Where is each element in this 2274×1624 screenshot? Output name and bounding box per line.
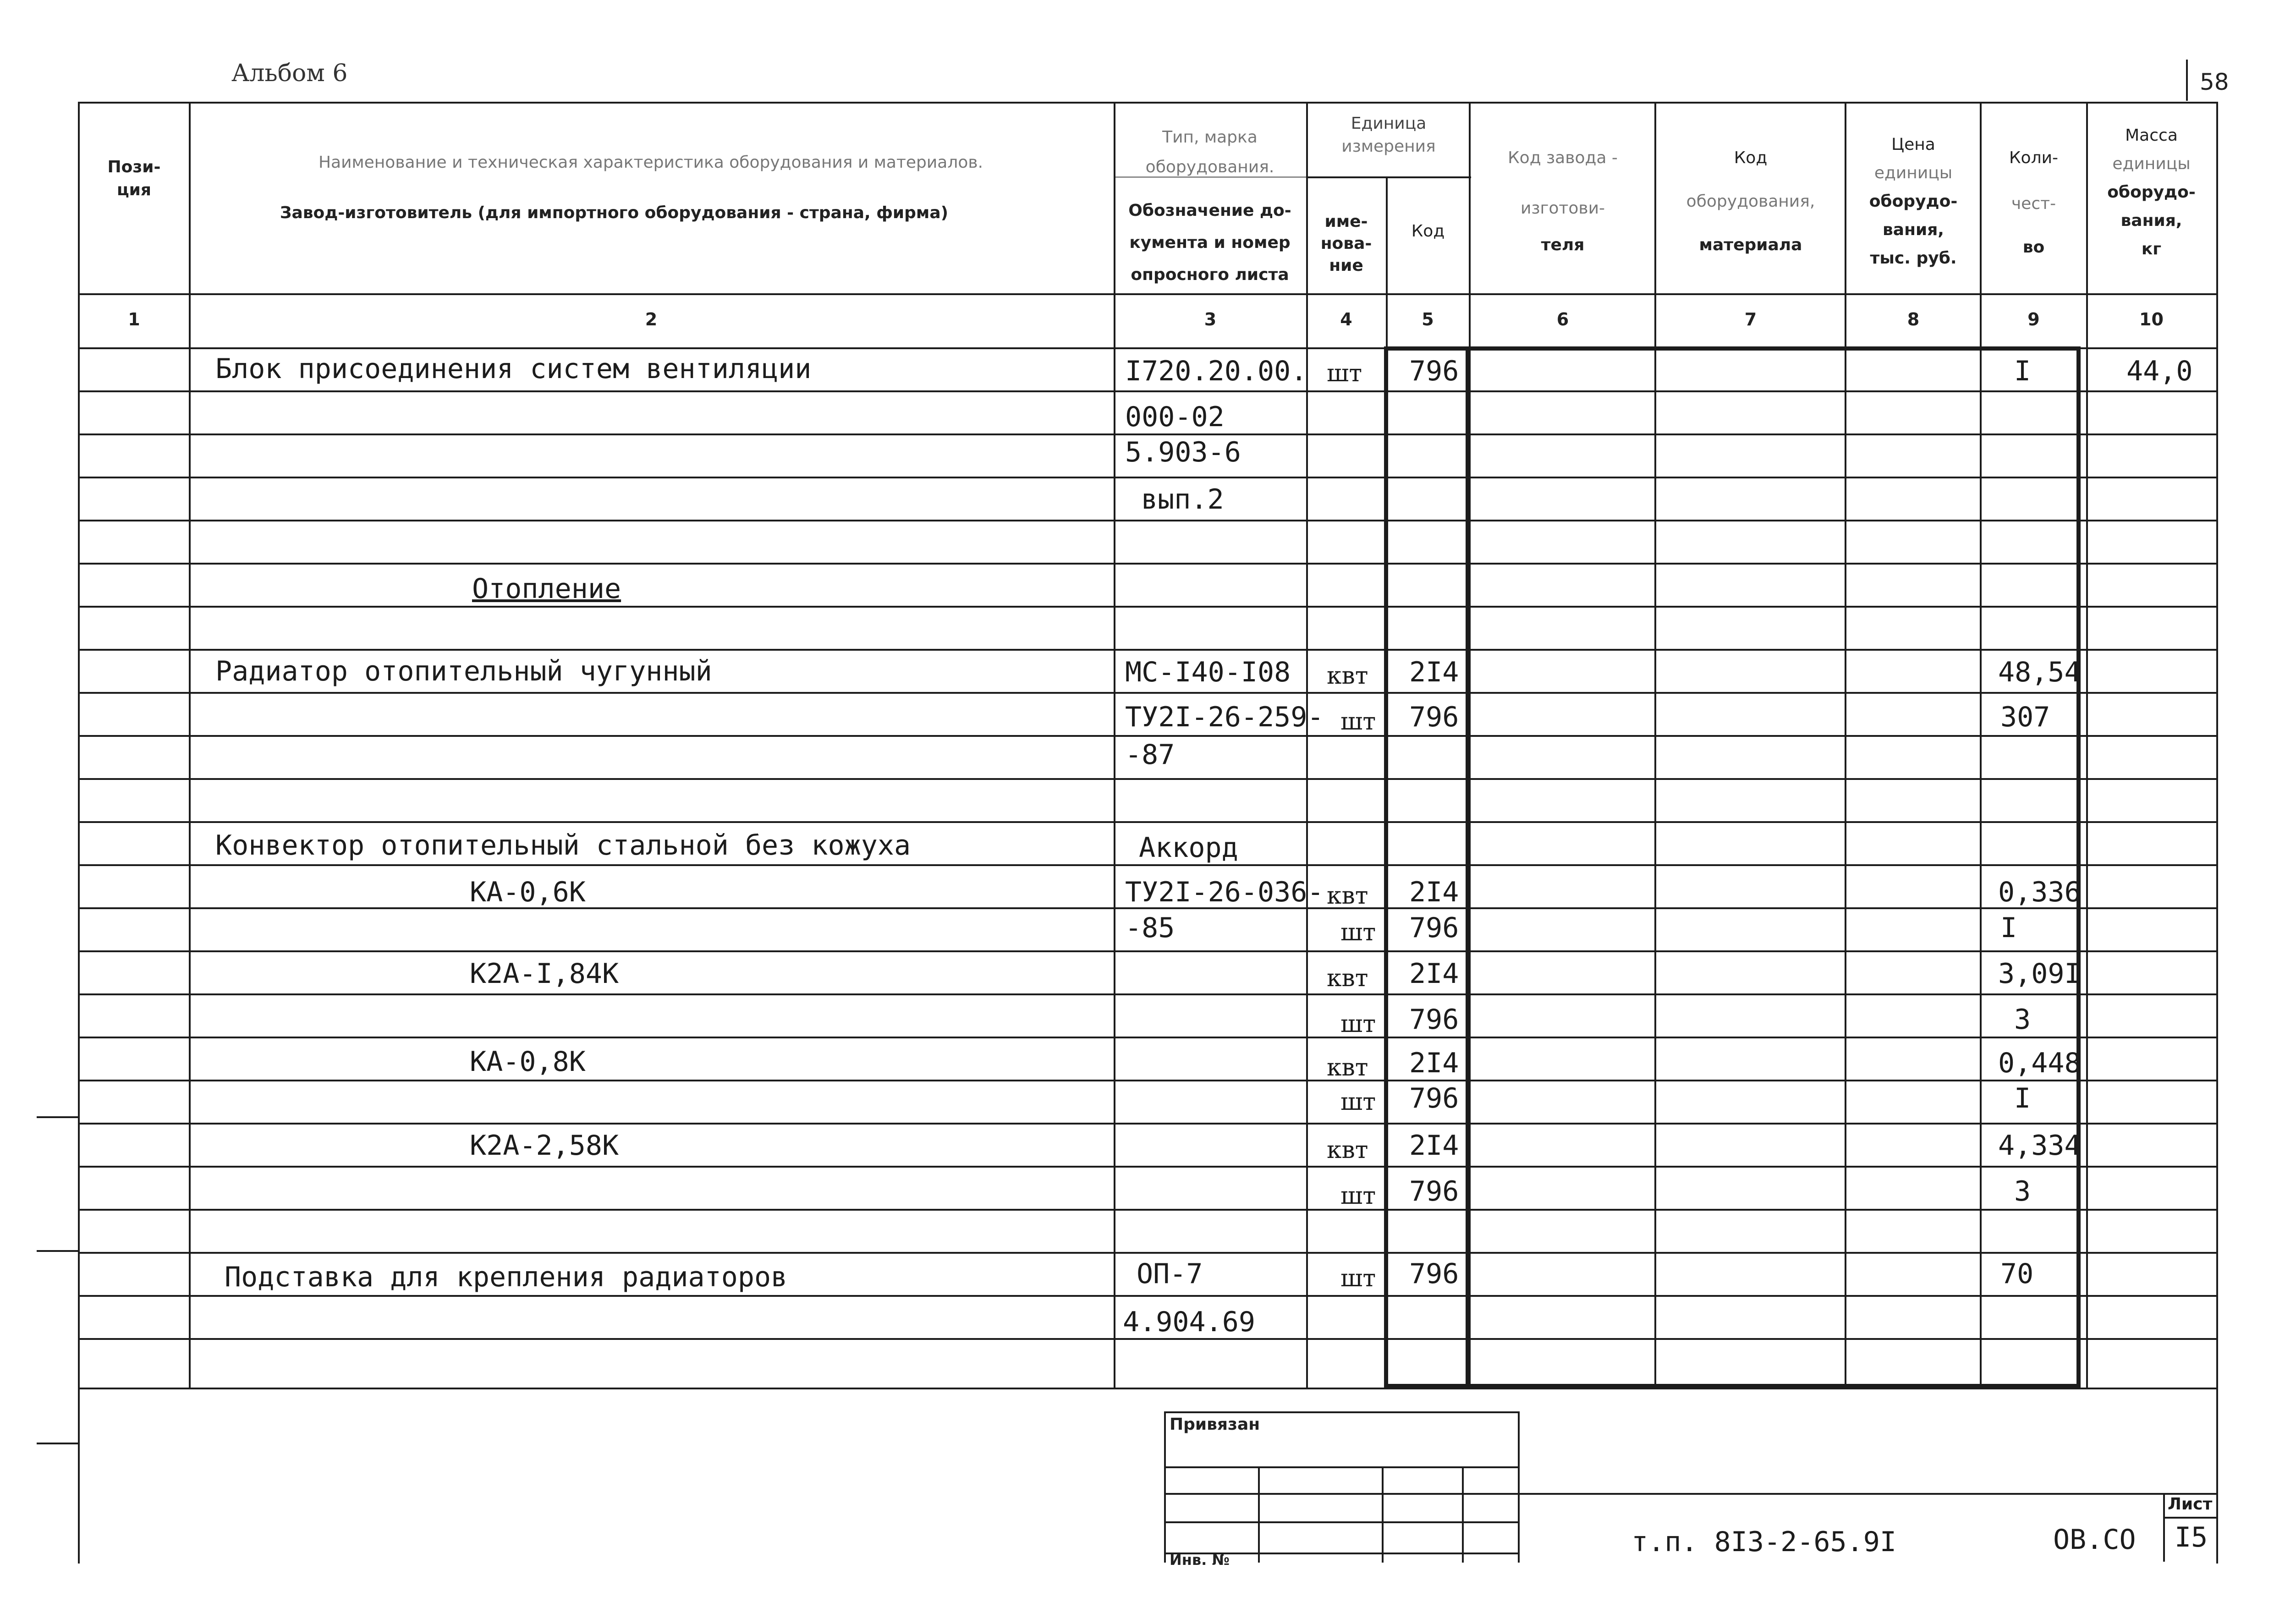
row-line	[78, 649, 2218, 651]
row-line	[78, 606, 2218, 608]
item-qty: 0,336	[1998, 876, 2081, 908]
item-qty: 4,334	[1998, 1130, 2081, 1162]
col6-header-line1: Код завода -	[1508, 148, 1618, 167]
row-line	[78, 1080, 2218, 1081]
item-doc: ТУ2I-26-259-	[1125, 701, 1324, 733]
col4-header-line3: ние	[1329, 256, 1363, 275]
col8-header-line2: единицы	[1874, 164, 1953, 182]
col3-header-line2: оборудования.	[1145, 158, 1274, 176]
col2-header-line1: Наименование и техническая характеристика оборудования и материалов.	[318, 153, 983, 172]
row-line	[78, 950, 2218, 952]
col8-header-line4: вания,	[1883, 220, 1944, 239]
item-doc: -85	[1125, 912, 1175, 944]
item-qty: 3	[2014, 1004, 2031, 1036]
item-name: КА-0,6К	[470, 876, 586, 908]
row-line	[78, 821, 2218, 823]
inv-no-label: Инв. №	[1170, 1551, 1230, 1569]
col10-header	[2088, 121, 2214, 263]
item-qty: I	[2000, 912, 2017, 944]
item-doc: 000-02	[1125, 401, 1225, 433]
c4-c5-divider	[1386, 176, 1388, 1388]
col-number: 6	[1556, 309, 1569, 329]
row-line	[78, 993, 2218, 995]
row-line	[78, 520, 2218, 521]
row-line	[78, 1123, 2218, 1125]
col5-header: Код	[1411, 222, 1445, 241]
col-number: 7	[1744, 309, 1757, 329]
item-qty: 70	[2000, 1258, 2034, 1290]
col45-header-line1: Единица	[1351, 114, 1427, 133]
row-line	[78, 1252, 2218, 1254]
item-unit: шт	[1340, 708, 1376, 735]
item-doc: вып.2	[1141, 483, 1224, 516]
col-number: 1	[128, 309, 140, 329]
header-bottom-line	[78, 293, 2218, 295]
document-code: т.п. 8I3-2-65.9I	[1631, 1526, 1896, 1558]
item-unit: шт	[1340, 1088, 1376, 1116]
item-unit: квт	[1327, 1136, 1368, 1164]
item-code: 796	[1409, 1175, 1459, 1207]
item-doc: ОП-7	[1137, 1258, 1203, 1290]
row-line	[78, 433, 2218, 435]
privyazan-label: Привязан	[1170, 1415, 1260, 1434]
col3-header-line4: кумента и номер	[1129, 233, 1291, 252]
page-number: 58	[2200, 69, 2229, 95]
row-line	[78, 1338, 2218, 1340]
col1-header	[80, 156, 188, 202]
item-code: 2I4	[1409, 958, 1459, 990]
item-code: 2I4	[1409, 876, 1459, 908]
item-doc: ТУ2I-26-036-	[1125, 876, 1324, 908]
item-code: 2I4	[1409, 1130, 1459, 1162]
col3-header-line3: Обозначение до-	[1128, 201, 1291, 220]
tb-row	[1164, 1521, 1519, 1523]
tb-col	[1462, 1466, 1464, 1563]
col7-header-line2: оборудования,	[1686, 192, 1815, 211]
col-number: 4	[1340, 309, 1352, 329]
col9-header-line2: чест-	[2011, 194, 2056, 213]
item-unit: шт	[1340, 1182, 1376, 1210]
margin-tick	[37, 1250, 79, 1252]
item-doc: -87	[1125, 739, 1175, 771]
col-number: 9	[2027, 309, 2040, 329]
item-name: КА-0,8К	[470, 1046, 586, 1078]
item-qty: 0,448	[1998, 1047, 2081, 1079]
col7-header-line1: Код	[1734, 148, 1768, 167]
margin-tick	[37, 1443, 79, 1444]
col10-header-line3: оборудо-	[2107, 183, 2196, 202]
item-code: 796	[1409, 701, 1459, 733]
row-line	[78, 1209, 2218, 1211]
album-label: Альбом 6	[231, 60, 348, 87]
right-border	[2216, 102, 2218, 1564]
c3-c4-divider	[1306, 102, 1308, 1388]
col8-header-line3: оборудо-	[1869, 192, 1958, 211]
row-line	[78, 735, 2218, 737]
sheet-cell-left	[2163, 1493, 2165, 1562]
row-line	[78, 390, 2218, 392]
item-name: Блок присоединения систем вентиляции	[215, 353, 812, 385]
item-code: 796	[1409, 1258, 1459, 1290]
tb-top	[1164, 1411, 1519, 1413]
col2-header-line2: Завод-изготовитель (для импортного оборудования - страна, фирма)	[280, 203, 949, 222]
col8-header-line1: Цена	[1891, 135, 1935, 154]
col-number: 10	[2139, 309, 2164, 329]
bold-box-top	[1384, 346, 2081, 351]
col3-header-line5: опросного листа	[1131, 265, 1289, 284]
row-line	[78, 692, 2218, 694]
item-qty: 48,54	[1998, 656, 2081, 688]
item-doc: МС-I40-I08	[1125, 656, 1291, 688]
tb-row	[1164, 1466, 1519, 1468]
section-code: ОВ.СО	[2053, 1524, 2136, 1556]
col3-header-line1: Тип, марка	[1162, 128, 1258, 147]
item-unit: квт	[1327, 1054, 1368, 1081]
c6-c7-divider	[1654, 102, 1656, 1388]
col10-header-line1: Масса	[2125, 126, 2178, 145]
sheet-label: Лист	[2168, 1495, 2213, 1514]
col6-header-line2: изготови-	[1520, 199, 1605, 218]
tb-row	[1164, 1493, 2217, 1495]
sheet-number: I5	[2175, 1521, 2208, 1553]
col8-header-line5: тыс. руб.	[1870, 249, 1957, 268]
tb-col	[1258, 1466, 1260, 1563]
row-line	[78, 563, 2218, 565]
c9-c10-divider	[2086, 102, 2088, 1388]
c45-subheader-line	[1306, 176, 1471, 178]
item-unit: квт	[1327, 965, 1368, 992]
item-qty: I	[2014, 355, 2031, 387]
col7-header-line3: материала	[1699, 236, 1802, 254]
col10-header-line5: кг	[2141, 240, 2162, 258]
item-name: Радиатор отопительный чугунный	[215, 655, 712, 687]
item-code: 796	[1409, 1082, 1459, 1114]
bold-box-bottom	[1384, 1384, 2081, 1388]
item-code: 796	[1409, 355, 1459, 387]
row-line	[78, 1037, 2218, 1038]
item-unit: шт	[1340, 1010, 1376, 1038]
col-number: 2	[645, 309, 658, 329]
item-qty: 3,09I	[1998, 958, 2081, 990]
col1-header-line2: ция	[116, 181, 152, 199]
tb-right	[1518, 1411, 1520, 1563]
item-code: 2I4	[1409, 656, 1459, 688]
row-line	[78, 778, 2218, 780]
c7-c8-divider	[1845, 102, 1846, 1388]
item-unit: квт	[1327, 882, 1368, 910]
col10-header-line2: единицы	[2112, 154, 2191, 173]
col9-header-line3: во	[2022, 238, 2045, 257]
item-unit: шт	[1340, 1265, 1376, 1292]
left-border	[78, 102, 80, 1564]
item-code: 796	[1409, 1004, 1459, 1036]
section-heading: Отопление	[472, 573, 621, 605]
sheet-cell-divider	[2163, 1517, 2217, 1519]
item-qty: 3	[2014, 1175, 2031, 1207]
item-unit: квт	[1327, 662, 1368, 690]
col9-header-line1: Коли-	[2009, 148, 2058, 167]
col45-header-line2: измерения	[1341, 137, 1436, 156]
row-line	[78, 477, 2218, 478]
item-name: Конвектор отопительный стальной без кожуха	[215, 829, 911, 861]
item-doc: Аккорд	[1139, 832, 1238, 864]
col6-header-line3: теля	[1541, 236, 1585, 254]
item-mass: 44,0	[2126, 355, 2193, 387]
item-unit: шт	[1327, 360, 1362, 387]
table-top-line	[78, 102, 2218, 104]
col4-header-line1: име-	[1324, 212, 1368, 231]
item-code: 2I4	[1409, 1047, 1459, 1079]
col8-header	[1847, 131, 1980, 273]
item-qty: 307	[2000, 701, 2050, 733]
item-code: 796	[1409, 912, 1459, 944]
item-qty: I	[2014, 1082, 2031, 1114]
tb-left	[1164, 1411, 1166, 1563]
item-doc: I720.20.00.	[1125, 355, 1307, 387]
col4-header-line2: нова-	[1320, 234, 1372, 253]
tb-col	[1382, 1466, 1384, 1563]
col-number: 8	[1907, 309, 1920, 329]
c8-c9-divider	[1980, 102, 1982, 1388]
margin-tick	[37, 1116, 79, 1118]
row-line	[78, 1166, 2218, 1168]
col1-header-line1: Пози-	[107, 158, 161, 176]
c2-c3-divider	[1114, 102, 1115, 1388]
col-number: 3	[1204, 309, 1217, 329]
row-line	[78, 1295, 2218, 1297]
row-line	[78, 864, 2218, 866]
col-number: 5	[1422, 309, 1434, 329]
item-name: К2А-I,84К	[470, 958, 619, 990]
item-name: К2А-2,58К	[470, 1130, 619, 1162]
page-number-divider	[2186, 60, 2188, 101]
col4-header	[1308, 211, 1384, 277]
c1-c2-divider	[189, 102, 191, 1388]
item-doc: 4.904.69	[1123, 1306, 1255, 1338]
item-name: Подставка для крепления радиаторов	[225, 1261, 788, 1293]
item-doc: 5.903-6	[1125, 436, 1241, 468]
item-unit: шт	[1340, 919, 1376, 946]
c5-c6-divider	[1469, 102, 1471, 1388]
col10-header-line4: вания,	[2120, 211, 2182, 230]
bold-box-right	[2076, 346, 2081, 1388]
